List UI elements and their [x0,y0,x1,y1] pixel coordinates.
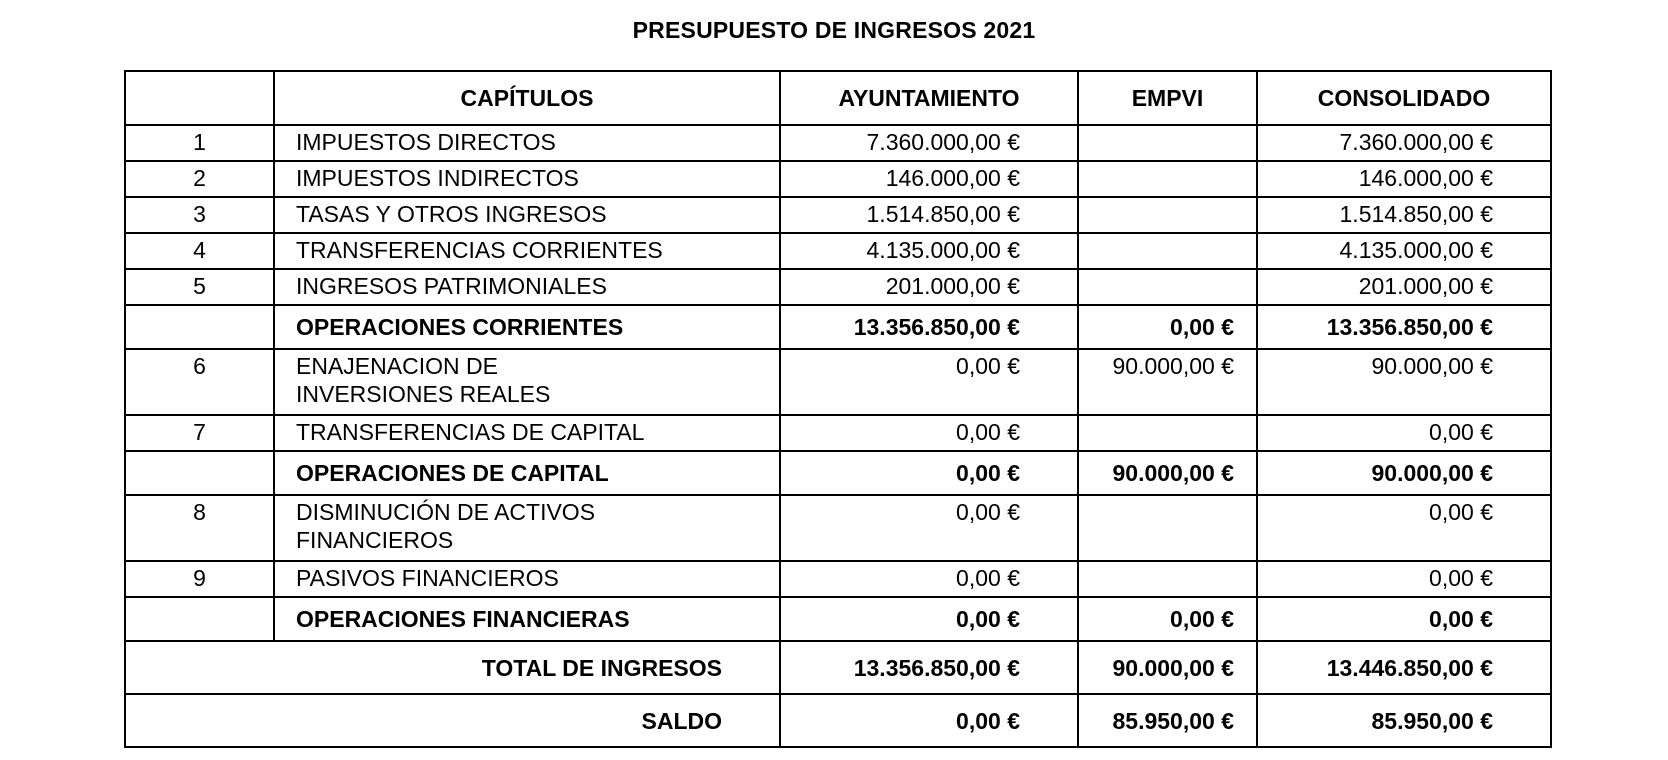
row-num [125,597,274,641]
total-empvi: 90.000,00 € [1078,641,1257,694]
total-ingresos-row [125,641,1551,694]
row-ayuntamiento: 0,00 € [780,415,1078,451]
table-row [125,269,1551,305]
row-ayuntamiento: 0,00 € [780,451,1078,495]
header-consolidado: CONSOLIDADO [1257,71,1551,125]
subtotal-row [125,305,1551,349]
row-name: INGRESOS PATRIMONIALES [274,269,780,305]
row-name: TRANSFERENCIAS DE CAPITAL [274,415,780,451]
table-header-row [125,71,1551,125]
total-consolidado: 13.446.850,00 € [1257,641,1551,694]
table-row [125,349,1551,415]
row-num: 4 [125,233,274,269]
row-consolidado: 90.000,00 € [1257,451,1551,495]
table-row [125,561,1551,597]
header-num [125,71,274,125]
row-name-line2: INVERSIONES REALES [296,381,551,407]
row-num: 5 [125,269,274,305]
document-title: PRESUPUESTO DE INGRESOS 2021 [632,17,1036,43]
row-ayuntamiento: 201.000,00 € [780,269,1078,305]
total-ayuntamiento: 13.356.850,00 € [780,641,1078,694]
row-empvi [1078,161,1257,197]
row-ayuntamiento: 4.135.000,00 € [780,233,1078,269]
row-consolidado: 0,00 € [1257,561,1551,597]
table-row [125,233,1551,269]
saldo-consolidado: 85.950,00 € [1257,694,1551,747]
row-num: 1 [125,125,274,161]
row-consolidado: 13.356.850,00 € [1257,305,1551,349]
table-row [125,197,1551,233]
row-ayuntamiento: 0,00 € [780,349,1078,415]
header-ayuntamiento: AYUNTAMIENTO [780,71,1078,125]
row-name-line1: ENAJENACION DE [296,353,498,379]
saldo-empvi: 85.950,00 € [1078,694,1257,747]
row-consolidado: 0,00 € [1257,495,1551,561]
row-ayuntamiento: 7.360.000,00 € [780,125,1078,161]
row-ayuntamiento: 0,00 € [780,495,1078,561]
row-ayuntamiento: 0,00 € [780,597,1078,641]
row-empvi [1078,197,1257,233]
row-num: 9 [125,561,274,597]
row-ayuntamiento: 13.356.850,00 € [780,305,1078,349]
total-label: TOTAL DE INGRESOS [125,641,780,694]
row-name-line2: FINANCIEROS [296,527,454,553]
row-empvi: 0,00 € [1078,305,1257,349]
row-name [274,495,780,561]
row-empvi: 90.000,00 € [1078,349,1257,415]
subtotal-row [125,597,1551,641]
row-consolidado: 146.000,00 € [1257,161,1551,197]
subtotal-row [125,451,1551,495]
row-empvi [1078,561,1257,597]
row-consolidado: 0,00 € [1257,597,1551,641]
row-ayuntamiento: 1.514.850,00 € [780,197,1078,233]
budget-table [124,70,1552,748]
row-empvi [1078,125,1257,161]
saldo-label: SALDO [125,694,780,747]
row-name [274,349,780,415]
row-empvi: 0,00 € [1078,597,1257,641]
table-row [125,495,1551,561]
row-num [125,451,274,495]
row-consolidado: 0,00 € [1257,415,1551,451]
row-empvi: 90.000,00 € [1078,451,1257,495]
row-name-line1: DISMINUCIÓN DE ACTIVOS [296,499,596,525]
row-num: 8 [125,495,274,561]
row-empvi [1078,495,1257,561]
row-ayuntamiento: 0,00 € [780,561,1078,597]
saldo-row [125,694,1551,747]
row-name: OPERACIONES FINANCIERAS [274,597,780,641]
header-empvi: EMPVI [1078,71,1257,125]
row-name: TASAS Y OTROS INGRESOS [274,197,780,233]
row-num [125,305,274,349]
row-num: 3 [125,197,274,233]
row-name: OPERACIONES DE CAPITAL [274,451,780,495]
row-consolidado: 4.135.000,00 € [1257,233,1551,269]
row-name: OPERACIONES CORRIENTES [274,305,780,349]
table-row [125,415,1551,451]
row-consolidado: 7.360.000,00 € [1257,125,1551,161]
table-row [125,125,1551,161]
header-capitulos: CAPÍTULOS [274,71,780,125]
row-consolidado: 1.514.850,00 € [1257,197,1551,233]
table-row [125,161,1551,197]
row-consolidado: 201.000,00 € [1257,269,1551,305]
row-name: IMPUESTOS INDIRECTOS [274,161,780,197]
row-num: 2 [125,161,274,197]
saldo-ayuntamiento: 0,00 € [780,694,1078,747]
row-consolidado: 90.000,00 € [1257,349,1551,415]
row-num: 7 [125,415,274,451]
row-empvi [1078,269,1257,305]
row-empvi [1078,233,1257,269]
row-name: PASIVOS FINANCIEROS [274,561,780,597]
row-name: TRANSFERENCIAS CORRIENTES [274,233,780,269]
row-empvi [1078,415,1257,451]
row-num: 6 [125,349,274,415]
row-name: IMPUESTOS DIRECTOS [274,125,780,161]
row-ayuntamiento: 146.000,00 € [780,161,1078,197]
